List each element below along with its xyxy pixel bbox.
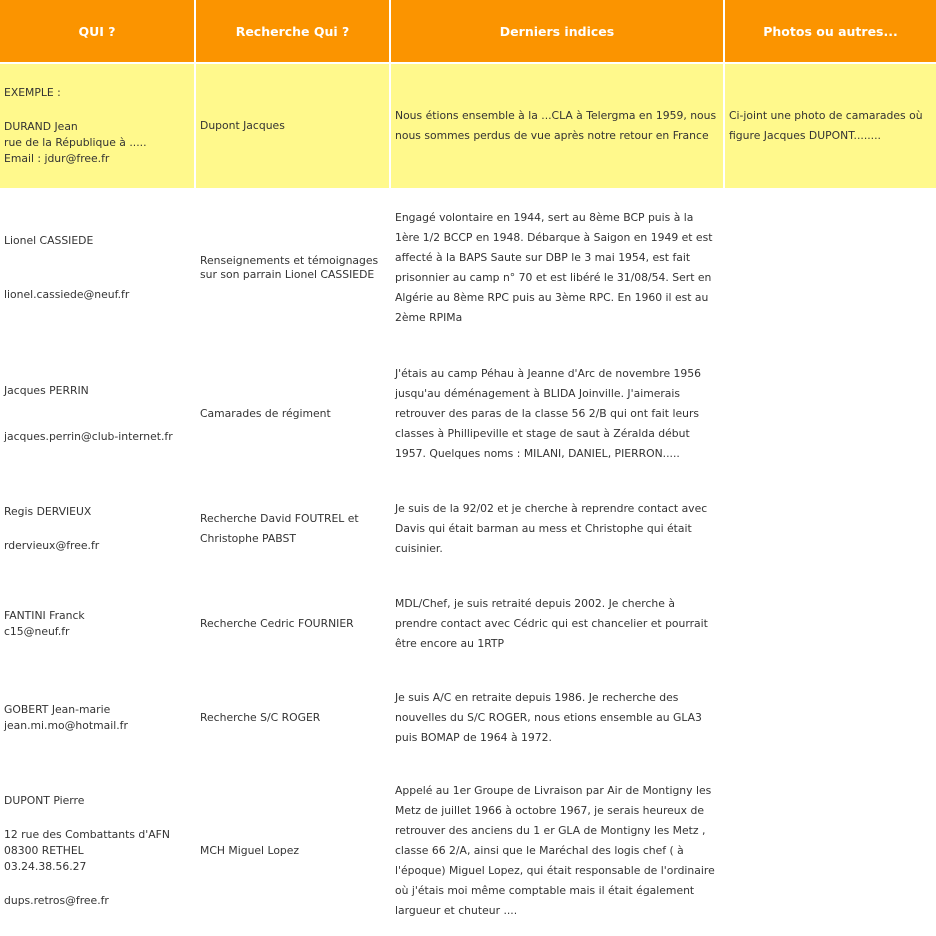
person-email: lionel.cassiede@neuf.fr <box>4 288 130 301</box>
person-name: Jacques PERRIN <box>4 384 89 397</box>
example-photos: Ci-joint une photo de camarades où figure Jacques DUPONT........ <box>724 63 936 188</box>
example-label: EXEMPLE : <box>4 86 61 99</box>
person-email: c15@neuf.fr <box>4 625 70 638</box>
indices-cell: Appelé au 1er Groupe de Livraison par Air de Montigny les Metz de juillet 1966 à octobre 1967, je serais heureux de retrouver des anciens du 1 er GLA de Montigny les Metz , classe 66 2/A, ainsi que le Maréchal des logis chef ( à l'époque) Miguel Lopez, qui était responsable de l'ordinaire où j'étais moi même comptable mais il était également largueur et chuteur .... <box>390 766 724 936</box>
person-cell <box>0 480 195 578</box>
person-address: 12 rue des Combattants d'AFN 08300 RETHEL 03.24.38.56.27 <box>4 828 170 873</box>
person-name: GOBERT Jean-marie <box>4 703 111 716</box>
person-cell <box>0 670 195 766</box>
recherche-cell: Recherche David FOUTREL et Christophe PABST <box>195 480 390 578</box>
indices-cell: MDL/Chef, je suis retraité depuis 2002. Je cherche à prendre contact avec Cédric qui est chancelier et pourrait être encore au 1RTP <box>390 578 724 670</box>
person-cell <box>0 348 195 480</box>
photos-cell <box>724 578 936 670</box>
person-name: Regis DERVIEUX <box>4 505 92 518</box>
table-row <box>0 480 936 578</box>
person-name: FANTINI Franck <box>4 609 85 622</box>
header-qui: QUI ? <box>0 0 195 63</box>
example-qui-cell <box>0 63 195 188</box>
table-row <box>0 670 936 766</box>
person-email: jacques.perrin@club-internet.fr <box>4 430 173 443</box>
indices-cell: J'étais au camp Péhau à Jeanne d'Arc de novembre 1956 jusqu'au déménagement à BLIDA Joinville. J'aimerais retrouver des paras de la classe 56 2/B qui ont fait leurs classes à Phillipeville et stage de saut à Zéralda début 1957. Quelques noms : MILANI, DANIEL, PIERRON..... <box>390 348 724 480</box>
example-contact: DURAND Jean rue de la République à ..... Email : jdur@free.fr <box>4 120 147 165</box>
example-recherche: Dupont Jacques <box>195 63 390 188</box>
person-email: dups.retros@free.fr <box>4 894 109 907</box>
recherche-cell: Camarades de régiment <box>195 348 390 480</box>
table-row <box>0 766 936 936</box>
person-cell <box>0 578 195 670</box>
person-email: jean.mi.mo@hotmail.fr <box>4 719 128 732</box>
header-row <box>0 0 936 63</box>
table-row <box>0 348 936 480</box>
recherche-cell: Recherche S/C ROGER <box>195 670 390 766</box>
header-recherche: Recherche Qui ? <box>195 0 390 63</box>
photos-cell <box>724 188 936 348</box>
table-row <box>0 188 936 348</box>
indices-cell: Engagé volontaire en 1944, sert au 8ème BCP puis à la 1ère 1/2 BCCP en 1948. Débarque à Saigon en 1949 et est affecté à la BAPS Saute sur DBP le 3 mai 1954, est fait prisonnier au camp n° 70 et est libéré le 31/08/54. Sert en Algérie au 8ème RPC puis au 3ème RPC. En 1960 il est au 2ème RPIMa <box>390 188 724 348</box>
person-cell <box>0 188 195 348</box>
indices-cell: Je suis A/C en retraite depuis 1986. Je recherche des nouvelles du S/C ROGER, nous etions ensemble au GLA3 puis BOMAP de 1964 à 1972. <box>390 670 724 766</box>
header-indices: Derniers indices <box>390 0 724 63</box>
person-name: Lionel CASSIEDE <box>4 234 94 247</box>
recherche-cell: MCH Miguel Lopez <box>195 766 390 936</box>
photos-cell <box>724 766 936 936</box>
person-email: rdervieux@free.fr <box>4 539 100 552</box>
person-cell <box>0 766 195 936</box>
recherche-cell: Renseignements et témoignages sur son parrain Lionel CASSIEDE <box>195 188 390 348</box>
photos-cell <box>724 480 936 578</box>
person-name: DUPONT Pierre <box>4 794 85 807</box>
example-indices: Nous étions ensemble à la ...CLA à Telergma en 1959, nous nous sommes perdus de vue après notre retour en France <box>390 63 724 188</box>
photos-cell <box>724 670 936 766</box>
table-row <box>0 578 936 670</box>
indices-cell: Je suis de la 92/02 et je cherche à reprendre contact avec Davis qui était barman au mess et Christophe qui était cuisinier. <box>390 480 724 578</box>
photos-cell <box>724 348 936 480</box>
example-row <box>0 63 936 188</box>
recherche-cell: Recherche Cedric FOURNIER <box>195 578 390 670</box>
header-photos: Photos ou autres... <box>724 0 936 63</box>
